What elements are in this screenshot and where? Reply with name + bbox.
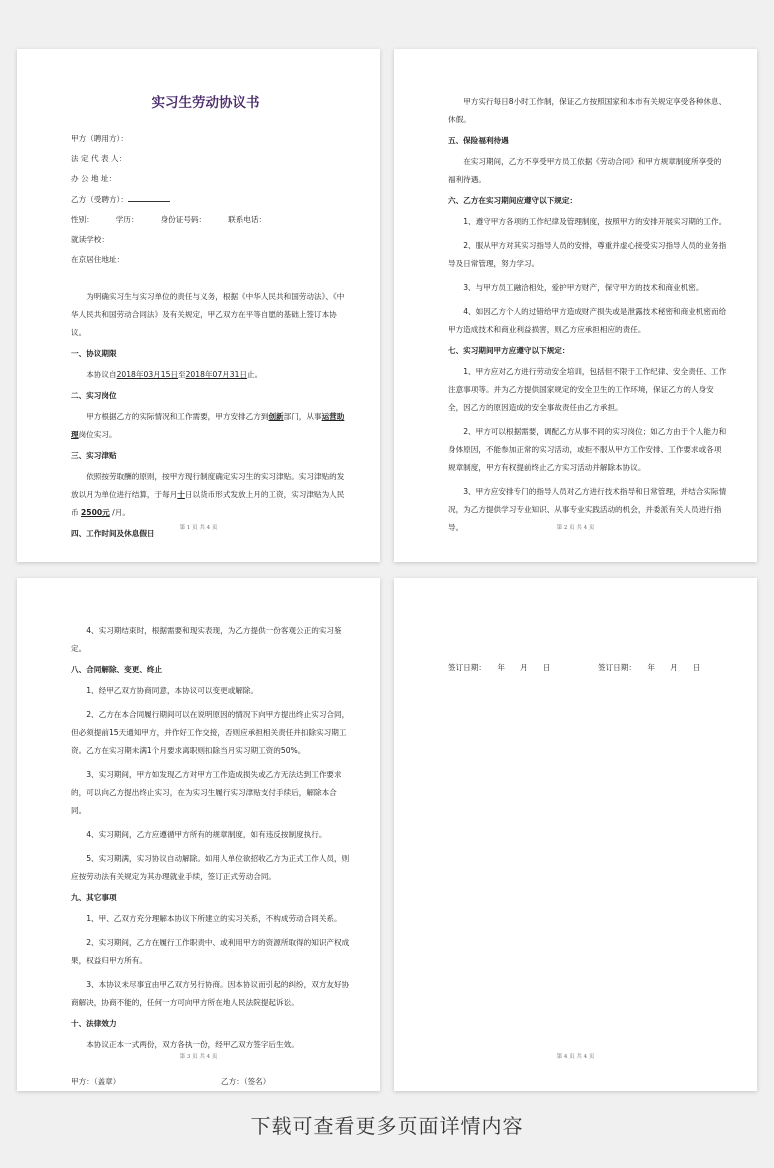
section-6-item: 3、与甲方员工融洽相处，爱护甲方财产，保守甲方的技术和商业机密。: [463, 283, 704, 292]
party-b-signature: 乙方：（签名）: [221, 1077, 271, 1086]
section-6-item: 1、遵守甲方各项的工作纪律及管理制度，按照甲方的安排开展实习期的工作。: [463, 217, 727, 226]
section-7-title: 七、实习期间甲方应遵守以下规定：: [448, 346, 570, 355]
page-number: 第 1 页 共 4 页: [179, 525, 218, 531]
section-9-item: 1、甲、乙双方充分理解本协议下所建立的实习关系，不构成劳动合同关系。: [86, 914, 342, 923]
document-title: 实习生劳动协议书: [151, 95, 260, 111]
section-7-item: 2、甲方可以根据需要，调配乙方从事不同的实习岗位；如乙方由于个人能力和身体原因，不能参加正常的实习活动，或拒不服从甲方工作安排、工作要求或各项规章制度，甲方有权提前终止乙方实习活动并解除本协议。: [448, 427, 727, 472]
page-number: 第 2 页 共 4 页: [556, 525, 595, 531]
section-2-title: 二、实习岗位: [71, 391, 117, 400]
sign-date-row: [448, 662, 727, 674]
section-6-title: 六、乙方在实习期间应遵守以下规定：: [448, 196, 578, 205]
section-1-text: [71, 366, 350, 384]
section-8-item: 2、乙方在本合同履行期间可以在说明原因的情况下向甲方提出终止实习合同，但必须提前15天通知甲方，并作好工作交接，否则应承担相关责任并扣除实习期工资。乙方在实习期未满1个月要求离职则扣除当月实习期工资的50%。: [71, 710, 350, 755]
section-4-title: 四、工作时间及休息假日: [71, 529, 155, 538]
section-8-item: 3、实习期间，甲方如发现乙方对甲方工作造成损失或乙方无法达到工作要求的，可以向乙方提出终止实习，在为实习生履行实习津贴支付手续后，解除本合同。: [71, 770, 342, 815]
section-8-item: 4、实习期间，乙方应遵循甲方所有的规章制度，如有违反按制度执行。: [86, 830, 327, 839]
personal-info-row: [71, 214, 350, 226]
s2-end: 岗位实习。: [78, 430, 117, 439]
section-6-item: 4、如因乙方个人的过错给甲方造成财产损失或是泄露技术秘密和商业机密而给甲方造成技术和商业利益损害，则乙方应承担相应的责任。: [448, 307, 727, 334]
position: 运营助理: [71, 412, 345, 439]
download-caption: 下载可查看更多页面详情内容: [250, 1114, 524, 1138]
page-2: [394, 49, 757, 562]
department: 创新: [268, 412, 284, 421]
section-2-text: [71, 408, 350, 444]
party-b-label: 乙方（受聘方）：: [71, 195, 128, 204]
party-b-sign-date: 签订日期： 年 月 日: [598, 663, 701, 672]
section-5-text: 在实习期间，乙方不享受甲方员工依据《劳动合同》和甲方规章制度所享受的福利待遇。: [448, 157, 722, 184]
address-field: 办 公 地 址：: [71, 174, 117, 183]
page-3: [17, 578, 380, 1091]
s2-mid: 部门，从事: [283, 412, 322, 421]
section-9-item: 2、实习期间，乙方在履行工作职责中、或利用甲方的资源所取得的知识产权成果，权益归甲方所有。: [71, 938, 350, 965]
section-10-text: 本协议正本一式两份，双方各执一份，经甲乙双方签字后生效。: [86, 1040, 299, 1049]
section-9-item: 3、本协议未尽事宜由甲乙双方另行协商。因本协议而引起的纠纷，双方友好协商解决，协商不能的，任何一方可向甲方所在地人民法院提起诉讼。: [71, 980, 350, 1007]
continued-text: 4、实习期结束时，根据需要和现实表现，为乙方提供一份客观公正的实习鉴定。: [71, 626, 342, 653]
id-number-label: 身份证号码：: [160, 215, 207, 224]
legal-rep-field: 法 定 代 表 人：: [71, 154, 127, 163]
phone-label: 联系电话：: [228, 215, 267, 224]
signature-row: [71, 1076, 350, 1088]
section-8-item: 1、经甲乙双方协商同意，本协议可以变更或解除。: [86, 686, 259, 695]
page-number: 第 4 页 共 4 页: [556, 1054, 595, 1060]
section-7-item: 1、甲方应对乙方进行劳动安全培训，包括但不限于工作纪律、安全责任、工作注意事项等。并为乙方提供国家规定的安全卫生的工作环境，保证乙方的人身安全，因乙方的原因造成的安全事故责任由乙方承担。: [448, 367, 727, 412]
section-8-title: 八、合同解除、变更、终止: [71, 665, 163, 674]
party-a-field: 甲方（聘用方）：: [71, 134, 128, 143]
section-3-text: [71, 468, 350, 522]
worktime-text: 甲方实行每日8小时工作制，保证乙方按照国家和本市有关规定享受各种休息、休假。: [448, 97, 727, 124]
s1-mid: 至: [178, 370, 186, 379]
pay-day: 十: [177, 490, 185, 499]
end-date: 2018年07月31日: [185, 370, 248, 379]
party-b-field: [71, 193, 350, 206]
education-label: 学历：: [115, 215, 139, 224]
page-1: [17, 49, 380, 562]
s1-pre: 本协议自: [86, 370, 117, 379]
start-date: 2018年03月15日: [116, 370, 178, 379]
section-8-item: 5、实习期满，实习协议自动解除。如用人单位欲招收乙方为正式工作人员，则应按劳动法有关规定为其办理就业手续，签订正式劳动合同。: [71, 854, 350, 881]
section-10-title: 十、法律效力: [71, 1019, 117, 1028]
residence-field: 在京居住地址：: [71, 255, 125, 264]
page-number: 第 3 页 共 4 页: [179, 1054, 218, 1060]
section-7-item: 3、甲方应安排专门的指导人员对乙方进行技术指导和日常管理，并结合实际情况，为乙方提供学习专业知识、从事专业实践活动的机会，并委派有关人员进行指导。: [448, 487, 727, 532]
party-b-blank: [128, 193, 170, 202]
party-a-signature: 甲方：（盖章）: [71, 1077, 121, 1086]
s3-mid: 日以货币形式发放上月的工资，实习津贴为人民币: [71, 490, 345, 517]
section-1-title: 一、协议期限: [71, 349, 117, 358]
s3-end: /月。: [112, 508, 130, 517]
gender-label: 性别：: [71, 215, 94, 224]
section-9-title: 九、其它事项: [71, 893, 117, 902]
s3-pre: 依照按劳取酬的原则，按甲方现行制度确定实习生的实习津贴。实习津贴的发放以月为单位进行结算，于每月: [71, 472, 345, 499]
allowance-amount: 2500元: [81, 508, 110, 517]
page-4: [394, 578, 757, 1091]
section-3-title: 三、实习津贴: [71, 451, 117, 460]
section-6-item: 2、服从甲方对其实习指导人员的安排，尊重并虚心接受实习指导人员的业务指导及日常管理，努力学习。: [448, 241, 727, 268]
intro-paragraph: 为明确实习生与实习单位的责任与义务，根据《中华人民共和国劳动法》、《中华人民共和国劳动合同法》及有关规定，甲乙双方在平等自愿的基础上签订本协议。: [71, 292, 345, 337]
section-5-title: 五、保险福利待遇: [448, 136, 509, 145]
party-a-sign-date: 签订日期： 年 月 日: [448, 663, 551, 672]
s2-pre: 甲方根据乙方的实际情况和工作需要，甲方安排乙方到: [86, 412, 269, 421]
school-field: 就读学校：: [71, 235, 109, 244]
s1-post: 止。: [247, 370, 263, 379]
